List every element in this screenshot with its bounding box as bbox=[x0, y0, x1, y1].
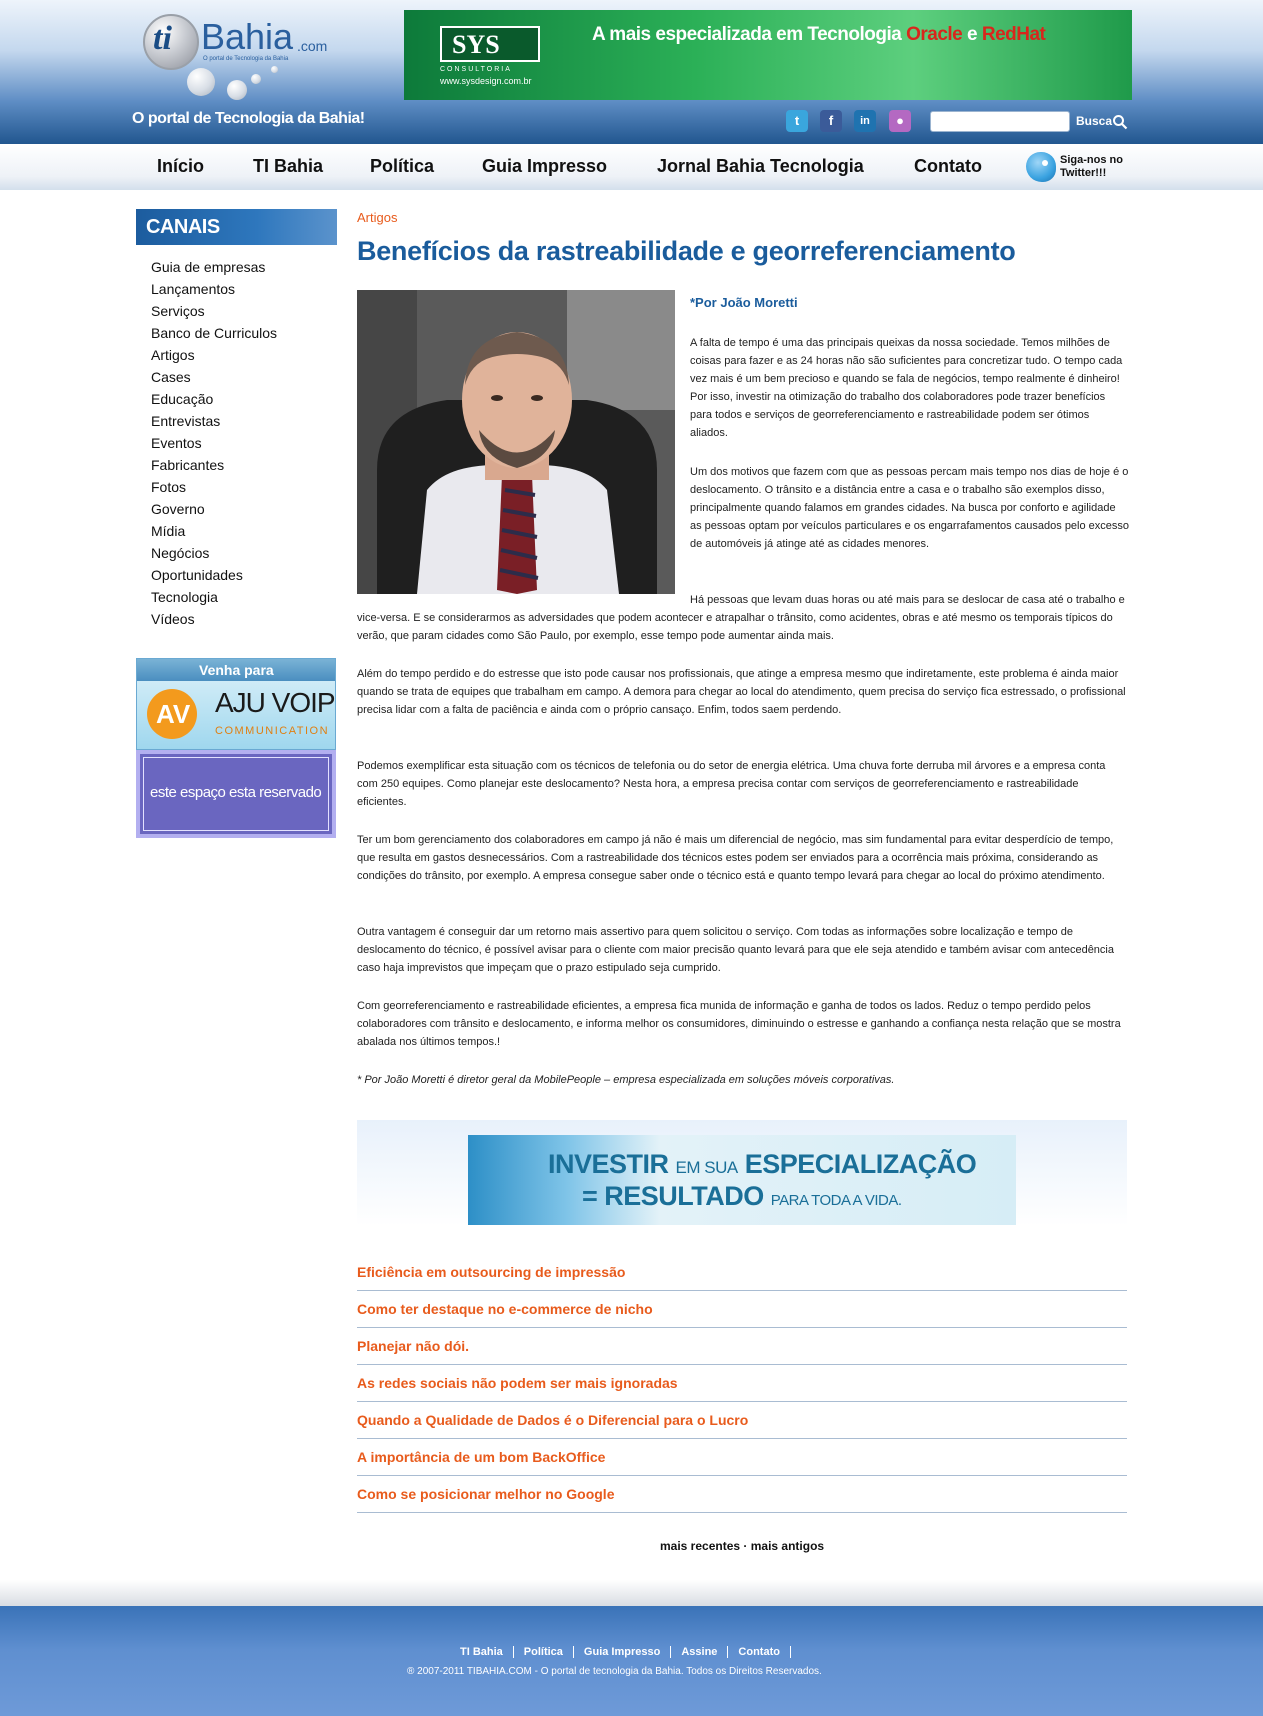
older-posts-link[interactable]: mais antigos bbox=[750, 1539, 825, 1553]
article-paragraph: Além do tempo perdido e do estresse que isto pode causar nos profissionais, que atinge a empresa mesmo que indiretamente, este problema é ainda maior quando se trata de equipes que trabalham em campo. A demora para chegar ao local do atendimento, quem precisa do serviço fica estressado, o profissional precisa lidar com a falta de paciência e ainda com o próprio cansaço. Enfim, todos saem perdendo. bbox=[357, 668, 1126, 716]
invest-word-investir: INVESTIR bbox=[548, 1149, 669, 1179]
list-item bbox=[357, 1402, 1127, 1439]
footer-copyright: ® 2007-2011 TIBAHIA.COM - O portal de tecnologia da Bahia. Todos os Direitos Reservados. bbox=[407, 1666, 822, 1677]
list-item bbox=[357, 1476, 1127, 1513]
aju-ad-name: AJU VOIP bbox=[215, 687, 335, 718]
footer-links bbox=[460, 1646, 791, 1658]
bubble-icon bbox=[271, 66, 278, 73]
footer-link-contato[interactable]: Contato bbox=[728, 1646, 791, 1658]
banner-text-mid: e bbox=[962, 24, 982, 45]
logo-ti: ti bbox=[153, 20, 172, 57]
article-paragraph: Ter um bom gerenciamento dos colaboradores em campo já não é mais um diferencial de negócio, mas sim fundamental para evitar desperdício de tempo, que resulta em gastos desnecessários. Com a rastreabilidade dos técnicos estes podem ser enviados para a ocorrência mais próxima, considerando as condições do trânsito, por exemplo. A empresa consegue saber onde o técnico está e quanto tempo levará para chegar ao local do próximo atendimento. bbox=[357, 834, 1114, 882]
aju-logo-icon bbox=[147, 689, 197, 739]
logo-bahia: Bahia bbox=[201, 16, 294, 57]
invest-banner-inner bbox=[468, 1135, 1016, 1225]
sidebar-heading bbox=[136, 209, 337, 245]
nav-item-ti-bahia[interactable]: TI Bahia bbox=[253, 156, 324, 176]
nav-item-contato[interactable]: Contato bbox=[914, 156, 982, 176]
author-photo bbox=[357, 290, 675, 594]
flickr-icon[interactable]: ● bbox=[889, 110, 911, 132]
article-paragraph: Com georreferenciamento e rastreabilidade eficientes, a empresa fica munida de informação e ganha de todos os lados. Reduz o tempo perdido pelos colaboradores com trânsito e deslocamento, e informa melhor os consumidores, diminuindo o estresse e ganhando a confiança nesta relação que se mostra abalada nos últimos tempos.! bbox=[357, 1000, 1121, 1048]
sidebar-item-lancamentos[interactable]: Lançamentos bbox=[151, 281, 236, 297]
invest-word-resultado: = RESULTADO bbox=[582, 1181, 764, 1211]
bubble-icon bbox=[187, 68, 215, 96]
banner-text-prefix: A mais especializada em Tecnologia bbox=[592, 24, 907, 45]
main-nav bbox=[0, 144, 1263, 190]
banner-logo bbox=[440, 26, 540, 62]
twitter-follow-button[interactable] bbox=[1026, 148, 1126, 188]
invest-banner-ad[interactable] bbox=[357, 1120, 1127, 1226]
reserved-ad-space[interactable] bbox=[136, 750, 336, 838]
banner-headline bbox=[592, 24, 1045, 46]
article-paragraph: Podemos exemplificar esta situação com os técnicos de telefonia ou do setor de energia elétrica. Uma chuva forte derruba mil árvores e a empresa conta com 250 equipes. Como planejar este deslocamento? Nesta hora, a empresa precisa contar com serviços de georreferenciamento e rastreabilidade eficientes. bbox=[357, 760, 1106, 808]
sidebar-item-eventos[interactable]: Eventos bbox=[151, 435, 202, 451]
search-button-label: Busca bbox=[1076, 114, 1113, 128]
logo-com: .com bbox=[297, 38, 328, 54]
aju-ad-top-label: Venha para bbox=[199, 662, 274, 678]
aju-voip-ad[interactable] bbox=[136, 658, 336, 750]
sidebar-item-videos[interactable]: Vídeos bbox=[151, 611, 195, 627]
nav-item-inicio[interactable]: Início bbox=[157, 156, 205, 176]
page-title: Benefícios da rastreabilidade e georreferenciamento bbox=[357, 236, 1016, 266]
banner-brand-sub: CONSULTORIA bbox=[440, 66, 512, 73]
site-tagline: O portal de Tecnologia da Bahia! bbox=[132, 110, 365, 127]
sidebar-item-entrevistas[interactable]: Entrevistas bbox=[151, 413, 221, 429]
sidebar-item-tecnologia[interactable]: Tecnologia bbox=[151, 589, 218, 605]
pagination bbox=[660, 1539, 824, 1553]
sidebar-item-fotos[interactable]: Fotos bbox=[151, 479, 187, 495]
footer-link-guia-impresso[interactable]: Guia Impresso bbox=[574, 1646, 671, 1658]
aju-ad-top bbox=[137, 659, 336, 681]
banner-highlight-oracle: Oracle bbox=[906, 24, 963, 45]
sidebar-item-negocios[interactable]: Negócios bbox=[151, 545, 210, 561]
author-note: * Por João Moretti é diretor geral da MobilePeople – empresa especializada em soluções móveis corporativas. bbox=[357, 1074, 895, 1086]
twitter-bird-icon bbox=[1026, 152, 1056, 182]
site-logo[interactable] bbox=[143, 10, 363, 100]
aju-logo-letters: AV bbox=[156, 699, 191, 729]
footer-link-ti-bahia[interactable]: TI Bahia bbox=[460, 1646, 514, 1658]
sidebar-item-cases[interactable]: Cases bbox=[151, 369, 191, 385]
related-link[interactable]: Quando a Qualidade de Dados é o Diferencial para o Lucro bbox=[357, 1412, 749, 1428]
sidebar-item-educacao[interactable]: Educação bbox=[151, 391, 214, 407]
sidebar-list bbox=[151, 259, 277, 633]
related-link[interactable]: As redes sociais não podem ser mais ignoradas bbox=[357, 1375, 678, 1391]
footer-link-assine[interactable]: Assine bbox=[671, 1646, 728, 1658]
twitter-icon[interactable]: t bbox=[786, 110, 808, 132]
invest-word-especializacao: ESPECIALIZAÇÃO bbox=[744, 1149, 977, 1179]
banner-brand: SYS bbox=[452, 30, 500, 59]
site-header bbox=[0, 0, 1263, 144]
reserved-ad-label: este espaço esta reservado bbox=[150, 784, 322, 801]
list-item bbox=[357, 1439, 1127, 1476]
linkedin-icon[interactable]: in bbox=[854, 110, 876, 132]
article-paragraph: A falta de tempo é uma das principais queixas da nossa sociedade. Temos milhões de coisas para fazer e as 24 horas não são suficientes para concretizar tudo. O tempo cada vez mais é um bem precioso e quando se fala de negócios, tempo realmente é dinheiro! Por isso, investir na otimização do trabalho dos colaboradores pode trazer benefícios para todos e serviços de georreferenciamento e rastreabilidade podem ser ótimos aliados. bbox=[690, 337, 1123, 439]
article-paragraph: Um dos motivos que fazem com que as pessoas percam mais tempo nos dias de hoje é o deslocamento. O trânsito e a distância entre a casa e o trabalho são exemplos disso, principalmente quando falamos em grandes cidades. Na busca por conforto e agilidade as pessoas optam por veículos particulares e os engarrafamentos causados pelo excesso de automóveis já atinge até as cidades menores. bbox=[690, 466, 1130, 550]
sidebar-item-oportunidades[interactable]: Oportunidades bbox=[151, 567, 243, 583]
author-portrait-illustration bbox=[357, 290, 675, 594]
nav-item-jornal[interactable]: Jornal Bahia Tecnologia bbox=[657, 156, 864, 176]
search-input[interactable] bbox=[930, 111, 1070, 132]
search-icon bbox=[1112, 114, 1128, 130]
related-link[interactable]: A importância de um bom BackOffice bbox=[357, 1449, 606, 1465]
article-paragraph: Há pessoas que levam duas horas ou até mais para se deslocar de casa até o trabalho e vice-versa. E se considerarmos as adversidades que podem acontecer e atrapalhar o trânsito, como acidentes, obras e até mesmo os temporais típicos do verão, que param cidades como São Paulo, por exemplo, esse tempo pode aumentar ainda mais. bbox=[357, 594, 1125, 642]
newer-posts-link[interactable]: mais recentes bbox=[660, 1539, 741, 1553]
bubble-icon bbox=[251, 74, 261, 84]
related-link[interactable]: Eficiência em outsourcing de impressão bbox=[357, 1264, 626, 1280]
article-paragraph: Outra vantagem é conseguir dar um retorno mais assertivo para quem solicitou o serviço. Com todas as informações sobre localização e tempo de deslocamento do técnico, é possível avisar para o cliente com maior precisão quanto levará para que ele seja atendido e também avisar com antecedência caso haja imprevistos que impeçam que o prazo estipulado seja cumprido. bbox=[357, 926, 1114, 974]
sidebar-item-midia[interactable]: Mídia bbox=[151, 523, 186, 539]
invest-line-1 bbox=[548, 1149, 976, 1180]
list-item bbox=[357, 1254, 1127, 1291]
section-label[interactable]: Artigos bbox=[357, 210, 398, 225]
related-link[interactable]: Planejar não dói. bbox=[357, 1338, 470, 1354]
top-banner-ad[interactable] bbox=[404, 10, 1132, 100]
nav-item-guia-impresso[interactable]: Guia Impresso bbox=[482, 156, 608, 176]
invest-word-em-sua: EM SUA bbox=[675, 1158, 738, 1177]
invest-line-2 bbox=[582, 1181, 902, 1212]
aju-ad-sub: COMMUNICATION bbox=[215, 725, 330, 737]
related-link[interactable]: Como se posicionar melhor no Google bbox=[357, 1486, 615, 1502]
list-item bbox=[357, 1365, 1127, 1402]
facebook-icon[interactable]: f bbox=[820, 110, 842, 132]
related-link[interactable]: Como ter destaque no e-commerce de nicho bbox=[357, 1301, 653, 1317]
sidebar-item-servicos[interactable]: Serviços bbox=[151, 303, 205, 319]
banner-highlight-redhat: RedHat bbox=[981, 24, 1046, 45]
footer-link-politica[interactable]: Política bbox=[514, 1646, 574, 1658]
related-articles bbox=[357, 1254, 1127, 1513]
nav-item-politica[interactable]: Política bbox=[370, 156, 435, 176]
sidebar-item-artigos[interactable]: Artigos bbox=[151, 347, 195, 363]
sidebar-heading-label: CANAIS bbox=[146, 216, 220, 238]
banner-url: www.sysdesign.com.br bbox=[440, 76, 532, 86]
list-item bbox=[357, 1328, 1127, 1365]
twitter-follow-label: Siga-nos no Twitter!!! bbox=[1060, 154, 1123, 179]
site-footer bbox=[0, 1606, 1263, 1716]
footer-band bbox=[0, 1580, 1263, 1606]
invest-word-para-toda: PARA TODA A VIDA. bbox=[770, 1192, 902, 1209]
pager-separator: · bbox=[740, 1539, 751, 1553]
logo-subtitle: O portal de Tecnologia da Bahia bbox=[203, 56, 289, 62]
article-byline: *Por João Moretti bbox=[690, 295, 798, 310]
sidebar-item-guia-empresas[interactable]: Guia de empresas bbox=[151, 259, 266, 275]
sidebar-item-banco-curriculos[interactable]: Banco de Curriculos bbox=[151, 325, 278, 341]
bubble-icon bbox=[227, 80, 247, 100]
list-item bbox=[357, 1291, 1127, 1328]
sidebar-item-governo[interactable]: Governo bbox=[151, 501, 205, 517]
search-button[interactable] bbox=[1074, 112, 1130, 132]
sidebar-item-fabricantes[interactable]: Fabricantes bbox=[151, 457, 225, 473]
